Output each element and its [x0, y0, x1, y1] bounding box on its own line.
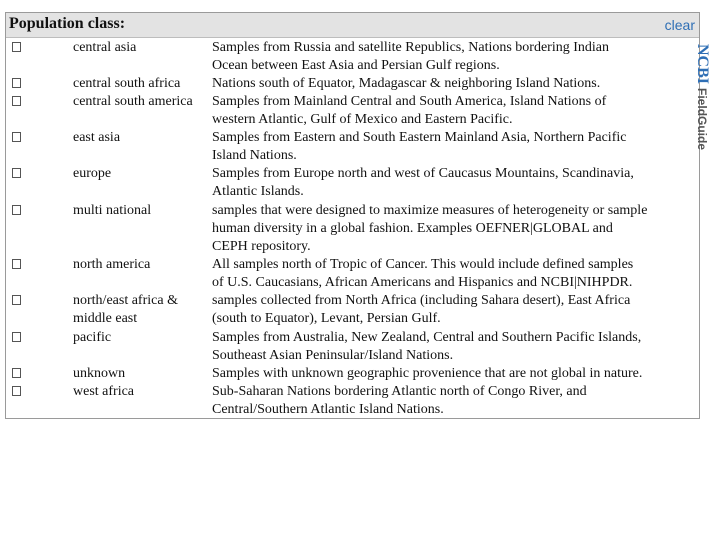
class-name: unknown	[73, 366, 126, 381]
class-name: central asia	[73, 40, 137, 55]
ncbi-fieldguide-logo	[694, 44, 720, 162]
checkbox[interactable]	[12, 295, 21, 305]
checkbox[interactable]	[12, 205, 21, 215]
class-description: Sub-Saharan Nations bordering Atlantic north of Congo River, and Central/Southern Atlantic Island Nations.	[212, 384, 587, 417]
class-name: north/east africa & middle east	[73, 293, 178, 326]
fieldguide-logo-text: FieldGuide	[695, 88, 709, 151]
checkbox[interactable]	[12, 259, 21, 269]
class-description: Samples from Mainland Central and South America, Island Nations of western Atlantic, Gulf of Mexico and Eastern Pacific.	[212, 94, 607, 127]
class-description: samples collected from North Africa (including Sahara desert), East Africa (south to Equator), Levant, Persian Gulf.	[212, 293, 631, 326]
checkbox[interactable]	[12, 78, 21, 88]
class-description: Samples from Europe north and west of Caucasus Mountains, Scandinavia, Atlantic Islands.	[212, 166, 634, 199]
class-name: pacific	[73, 330, 112, 345]
class-description: All samples north of Tropic of Cancer. This would include defined samples of U.S. Caucasians, African Americans and Hispanics and NCBI|NIHPDR.	[212, 257, 634, 290]
class-name: multi national	[73, 203, 152, 218]
class-description: Samples with unknown geographic provenience that are not global in nature.	[212, 366, 643, 381]
class-description: Nations south of Equator, Madagascar & neighboring Island Nations.	[212, 76, 601, 91]
checkbox[interactable]	[12, 42, 21, 52]
class-name: west africa	[73, 384, 135, 399]
class-name: central south africa	[73, 76, 181, 91]
checkbox[interactable]	[12, 332, 21, 342]
class-name: central south america	[73, 94, 193, 109]
class-description: samples that were designed to maximize measures of heterogeneity or sample human diversity in a global fashion. Examples OEFNER|GLOBAL and CEPH repository.	[212, 203, 648, 254]
checkbox[interactable]	[12, 386, 21, 396]
class-name: europe	[73, 166, 112, 181]
clear-link[interactable]: clear	[664, 17, 695, 33]
class-name: east asia	[73, 130, 121, 145]
checkbox[interactable]	[12, 368, 21, 378]
class-name: north america	[73, 257, 151, 272]
class-description: Samples from Eastern and South Eastern Mainland Asia, Northern Pacific Island Nations.	[212, 130, 627, 163]
panel-title: Population class:	[9, 15, 126, 32]
checkbox[interactable]	[12, 96, 21, 106]
class-description: Samples from Australia, New Zealand, Central and Southern Pacific Islands, Southeast Asian Peninsular/Island Nations.	[212, 330, 642, 363]
checkbox[interactable]	[12, 132, 21, 142]
class-description: Samples from Russia and satellite Republics, Nations bordering Indian Ocean between East Asia and Persian Gulf regions.	[212, 40, 609, 73]
checkbox[interactable]	[12, 168, 21, 178]
population-class-panel	[5, 12, 700, 419]
panel-header	[6, 13, 699, 38]
ncbi-logo-text: NCBI	[694, 44, 711, 85]
